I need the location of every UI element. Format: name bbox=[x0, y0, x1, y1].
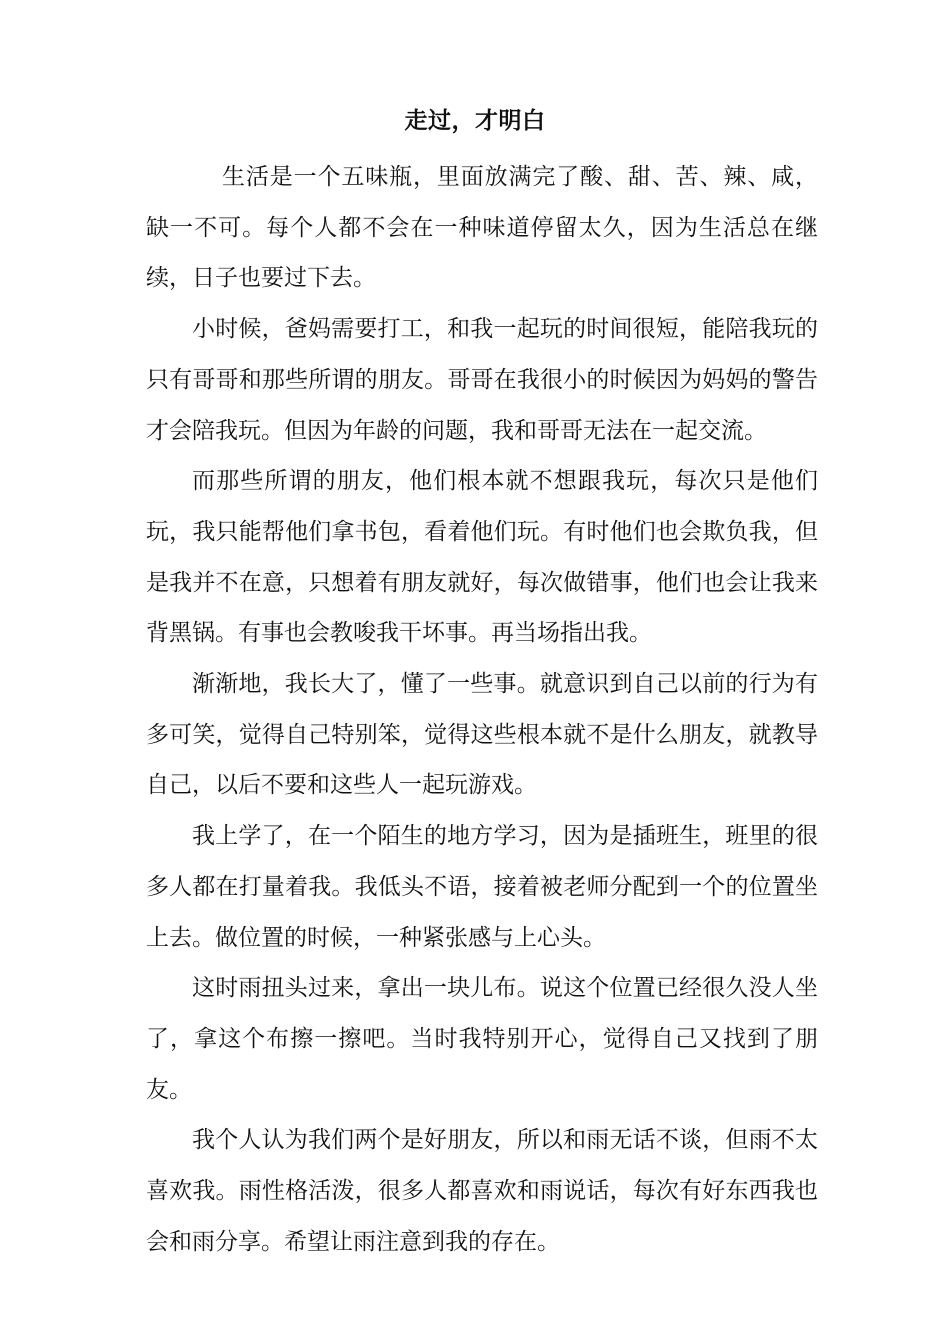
paragraph-2: 小时候，爸妈需要打工，和我一起玩的时间很短，能陪我玩的只有哥哥和那些所谓的朋友。哥哥在我很小的时候因为妈妈的警告才会陪我玩。但因为年龄的问题，我和哥哥无法在一起交流。 bbox=[146, 316, 818, 444]
document-title: 走过，才明白 bbox=[404, 107, 546, 134]
paragraph-1: 生活是一个五味瓶，里面放满完了酸、甜、苦、辣、咸，缺一不可。每个人都不会在一种味道停留太久，因为生活总在继续，日子也要过下去。 bbox=[146, 164, 818, 292]
paragraph-4: 渐渐地，我长大了，懂了一些事。就意识到自己以前的行为有多可笑，觉得自己特别笨，觉得这些根本就不是什么朋友，就教导自己，以后不要和这些人一起玩游戏。 bbox=[146, 671, 818, 799]
paragraph-6: 这时雨扭头过来，拿出一块儿布。说这个位置已经很久没人坐了，拿这个布擦一擦吧。当时我特别开心，觉得自己又找到了朋友。 bbox=[146, 975, 818, 1103]
paragraph-5: 我上学了，在一个陌生的地方学习，因为是插班生，班里的很多人都在打量着我。我低头不语，接着被老师分配到一个的位置坐上去。做位置的时候，一种紧张感与上心头。 bbox=[146, 823, 818, 951]
paragraph-7: 我个人认为我们两个是好朋友，所以和雨无话不谈，但雨不太喜欢我。雨性格活泼，很多人都喜欢和雨说话，每次有好东西我也会和雨分享。希望让雨注意到我的存在。 bbox=[146, 1127, 818, 1255]
document-body bbox=[146, 152, 818, 1267]
paragraph-3: 而那些所谓的朋友，他们根本就不想跟我玩，每次只是他们玩，我只能帮他们拿书包，看着他们玩。有时他们也会欺负我，但是我并不在意，只想着有朋友就好，每次做错事，他们也会让我来背黑锅。有事也会教唆我干坏事。再当场指出我。 bbox=[146, 468, 818, 647]
